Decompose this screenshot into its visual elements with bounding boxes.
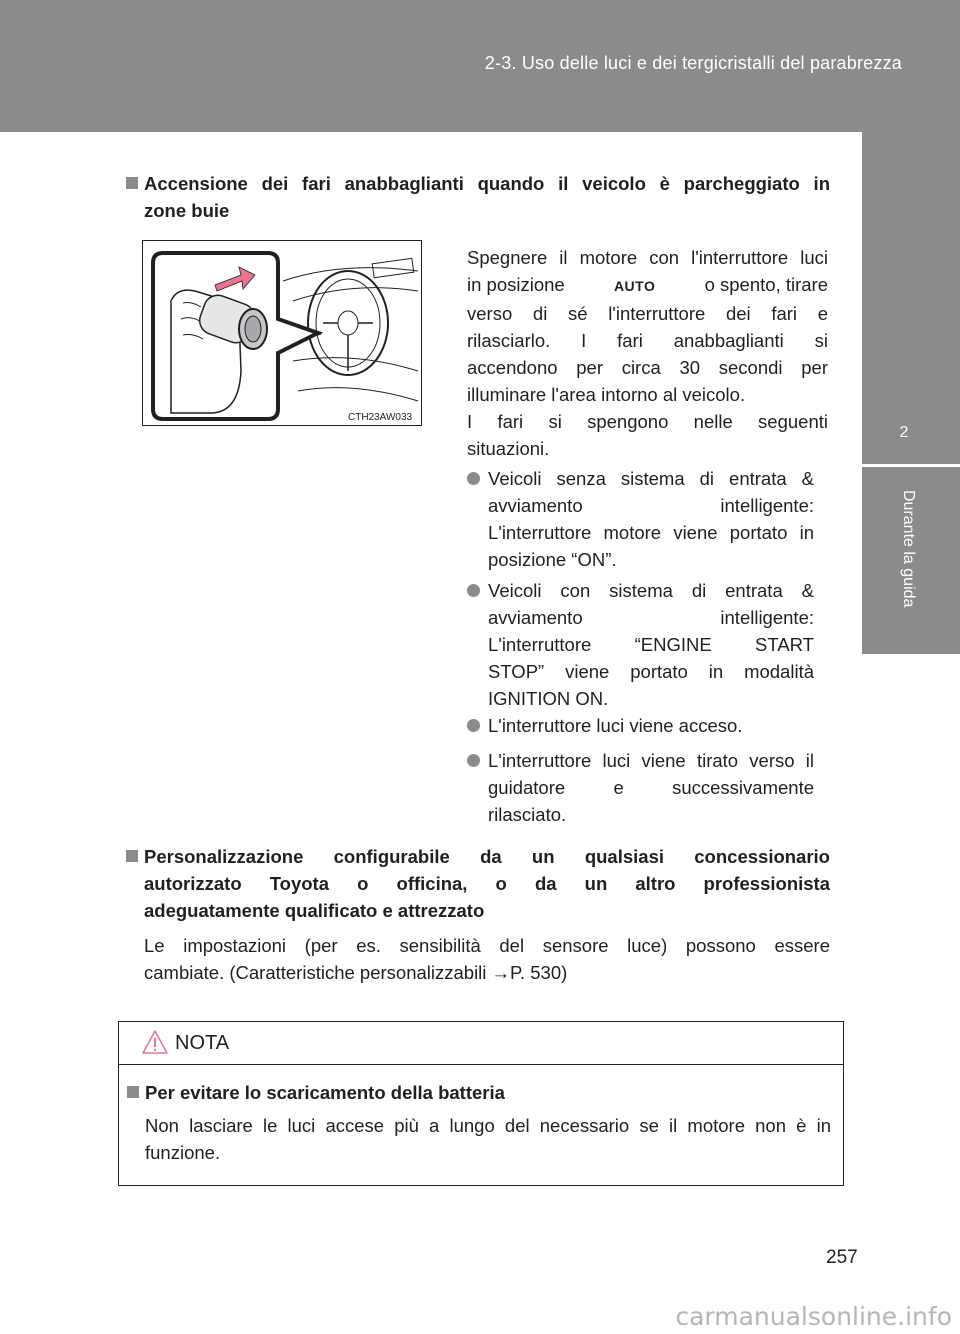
list-item: Veicoli con sistema di entrata & avviamento intelligente: L'interruttore “ENGINE START STOP” viene portato in modalità IGNITION ON. [488, 577, 814, 712]
figure-code: CTH23AW033 [348, 412, 413, 423]
nota-heading: Per evitare lo scaricamento della batteria [145, 1079, 831, 1106]
bullet-dot-icon [467, 754, 480, 767]
watermark: carmanualsonline.info [675, 1302, 952, 1331]
page-number: 257 [826, 1247, 858, 1268]
nota-box [118, 1021, 844, 1186]
chapter-label: Durante la guida [900, 490, 917, 608]
square-bullet-icon [126, 177, 138, 189]
nota-title: NOTA [175, 1032, 230, 1054]
hand-pulling-switch-icon [143, 241, 421, 425]
auto-position-badge: AUTO [613, 278, 656, 294]
headlight-switch-illustration [142, 240, 422, 426]
nota-header [119, 1022, 843, 1065]
bullet-dot-icon [467, 584, 480, 597]
chapter-number: 2 [899, 424, 909, 441]
section2-body: Le impostazioni (per es. sensibilità del sensore luce) possono essere cambiate. (Caratteristiche personalizzabili →P. 530) [144, 935, 830, 983]
section-title: 2-3. Uso delle luci e dei tergicristalli del parabrezza [484, 53, 902, 73]
section2-heading: Personalizzazione configurabile da un qualsiasi concessionario autorizzato Toyota o officina, o da un altro professionista adeguatamente qualificato e attrezzato [144, 843, 830, 924]
square-bullet-icon [127, 1086, 139, 1098]
list-item: Veicoli senza sistema di entrata & avviamento intelligente: L'interruttore motore viene portato in posizione “ON”. [488, 465, 814, 573]
section1-paragraph2: I fari si spengono nelle seguenti situazioni. [467, 411, 828, 459]
section1-heading: Accensione dei fari anabbaglianti quando il veicolo è parcheggiato in zone buie [144, 170, 830, 224]
square-bullet-icon [126, 850, 138, 862]
list-item: L'interruttore luci viene tirato verso il guidatore e successivamente rilasciato. [488, 747, 814, 828]
bullet-dot-icon [467, 472, 480, 485]
warning-triangle-icon [141, 1029, 169, 1055]
list-item: L'interruttore luci viene acceso. [488, 712, 814, 739]
bullet-dot-icon [467, 719, 480, 732]
nota-body: Non lasciare le luci accese più a lungo del necessario se il motore non è in funzione. [145, 1115, 831, 1163]
section1-paragraph1: Spegnere il motore con l'interruttore luci in posizione AUTO o spento, tirare verso di sé l'interruttore dei fari e rilasciarlo. I fari anabbaglianti si accendono per circa 30 secondi per illuminare l'area intorno al veicolo. [467, 247, 828, 405]
chapter-tab-divider [862, 464, 960, 467]
